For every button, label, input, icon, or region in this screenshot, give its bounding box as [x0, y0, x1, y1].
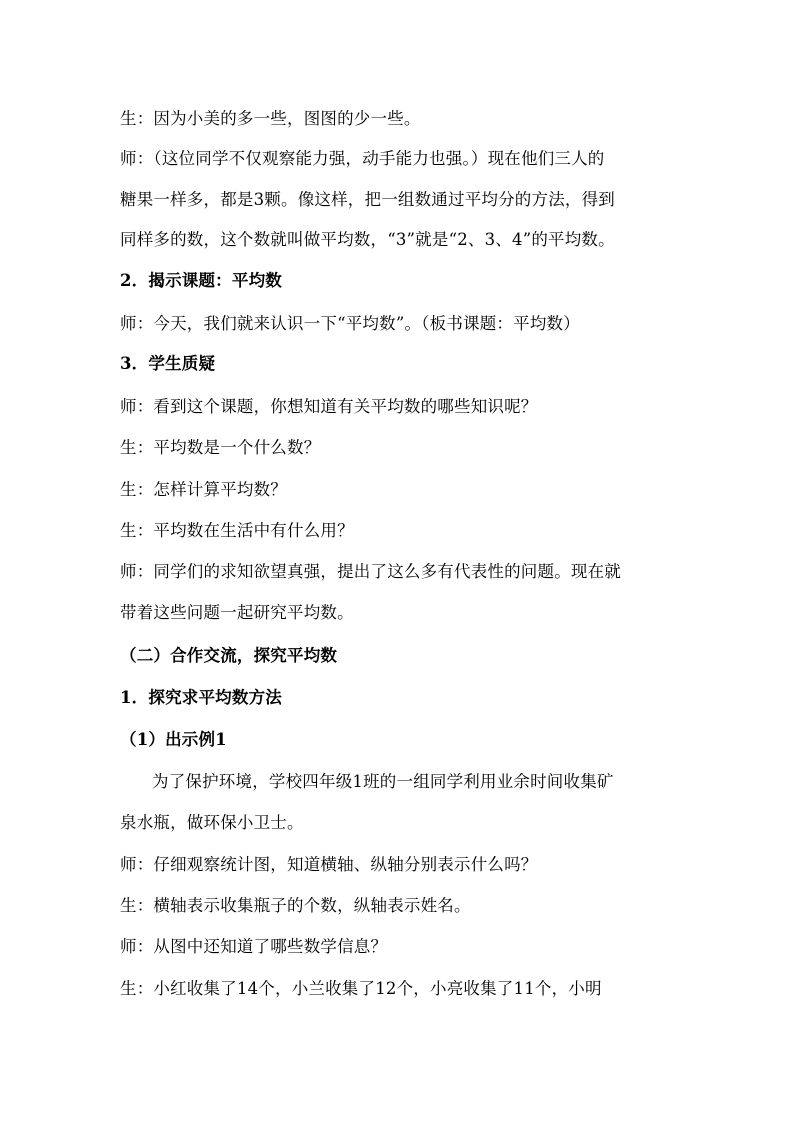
- paragraph-line: 糖果一样多，都是3颗。像这样，把一组数通过平均分的方法，得到: [120, 190, 615, 209]
- section-heading: 3．学生质疑: [120, 354, 216, 373]
- dialogue-line-student: 生：平均数在生活中有什么用？: [120, 521, 354, 540]
- dialogue-line-teacher: 师：（这位同学不仅观察能力强，动手能力也强。）现在他们三人的: [120, 149, 605, 168]
- dialogue-line-teacher: 师：仔细观察统计图，知道横轴、纵轴分别表示什么吗？: [120, 855, 538, 874]
- dialogue-line-teacher: 师：同学们的求知欲望真强，提出了这么多有代表性的问题。现在就: [120, 562, 621, 581]
- paragraph-line: 为了保护环境，学校四年级1班的一组同学利用业余时间收集矿: [152, 772, 614, 791]
- section-heading: （二）合作交流，探究平均数: [120, 646, 338, 665]
- paragraph-line: 同样多的数，这个数就叫做平均数，“3”就是“2、3、4”的平均数。: [120, 230, 615, 249]
- dialogue-line-student: 生：平均数是一个什么数？: [120, 438, 321, 457]
- section-heading: （1）出示例1: [120, 730, 227, 749]
- dialogue-line-student: 生：横轴表示收集瓶子的个数，纵轴表示姓名。: [120, 896, 471, 915]
- section-heading: 1．探究求平均数方法: [120, 688, 282, 707]
- dialogue-line-teacher: 师：从图中还知道了哪些数学信息？: [120, 937, 388, 956]
- dialogue-line-teacher: 师：看到这个课题，你想知道有关平均数的哪些知识呢？: [120, 397, 538, 416]
- dialogue-line-student: 生：小红收集了14个，小兰收集了12个，小亮收集了11个，小明: [120, 979, 602, 998]
- dialogue-line-student: 生：因为小美的多一些，图图的少一些。: [120, 109, 421, 128]
- paragraph-line: 带着这些问题一起研究平均数。: [120, 603, 354, 622]
- section-heading: 2．揭示课题：平均数: [120, 271, 282, 290]
- paragraph-line: 泉水瓶，做环保小卫士。: [120, 813, 304, 832]
- dialogue-line-teacher: 师：今天，我们就来认识一下“平均数”。（板书课题：平均数）: [120, 314, 580, 333]
- dialogue-line-student: 生：怎样计算平均数？: [120, 480, 287, 499]
